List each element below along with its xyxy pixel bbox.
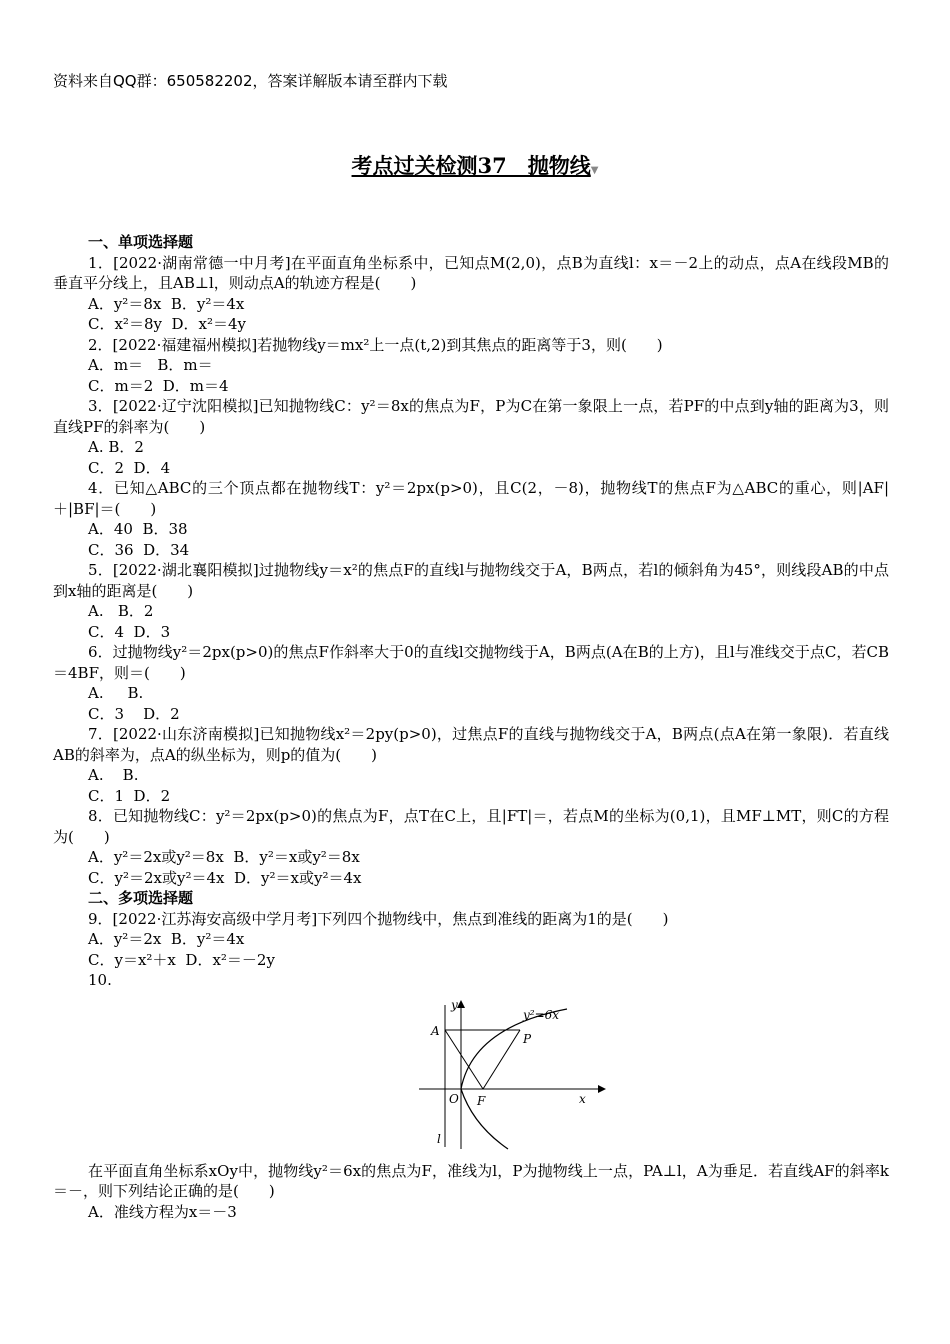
- title-text: 考点过关检测37 抛物线: [351, 153, 591, 178]
- parabola-figure: [53, 997, 889, 1157]
- label-l: l: [437, 1131, 441, 1146]
- page-title: [0, 150, 950, 180]
- question-1-options-cd: C．x²＝8y D．x²＝4y: [88, 315, 247, 333]
- question-2-options-ab: A．m＝ B．m＝: [88, 356, 213, 374]
- label-O: O: [449, 1091, 459, 1106]
- parabola-diagram: [413, 997, 613, 1157]
- question-4-stem: 4．已知△ABC的三个顶点都在抛物线T：y²＝2px(p>0)，且C(2，－8)，抛物线T的焦点F为△ABC的重心，则|AF|＋|BF|＝( ): [53, 479, 889, 518]
- question-4-options-ab: A．40 B．38: [88, 520, 188, 538]
- document-body: [53, 232, 889, 1222]
- question-10-number: 10.: [88, 971, 112, 989]
- label-curve: y²=6x: [523, 1007, 560, 1022]
- question-5-stem: 5．[2022·湖北襄阳模拟]过抛物线y＝x²的焦点F的直线l与抛物线交于A，B两点，若l的倾斜角为45°，则线段AB的中点到x轴的距离是( ): [53, 561, 889, 600]
- question-5-options-cd: C．4 D．3: [88, 622, 171, 641]
- question-7-options-cd: C．1 D．2: [88, 786, 171, 805]
- question-10-stem: 在平面直角坐标系xOy中，抛物线y²＝6x的焦点为F，准线为l，P为抛物线上一点，PA⊥l，A为垂足．若直线AF的斜率k＝－，则下列结论正确的是( ): [53, 1161, 889, 1200]
- segment-PF: [483, 1030, 520, 1089]
- section-single-choice: 一、单项选择题: [88, 233, 194, 251]
- question-3-options-ab: A. B．2: [88, 438, 144, 456]
- label-P: P: [523, 1031, 532, 1046]
- question-7-stem: 7．[2022·山东济南模拟]已知抛物线x²＝2py(p>0)，过焦点F的直线与抛物线交于A，B两点(点A在第一象限)．若直线AB的斜率为，点A的纵坐标为，则p的值为( ): [53, 725, 889, 764]
- question-4-options-cd: C．36 D．34: [88, 540, 190, 559]
- label-y: y: [451, 997, 458, 1012]
- question-3-stem: 3．[2022·辽宁沈阳模拟]已知抛物线C：y²＝8x的焦点为F，P为C在第一象限上一点，若PF的中点到y轴的距离为3，则直线PF的斜率为( ): [53, 397, 889, 436]
- question-7-options-ab: A. B.: [88, 766, 139, 784]
- question-10-option-a: A．准线方程为x＝－3: [88, 1202, 237, 1221]
- question-8-options-cd: C．y²＝2x或y²＝4x D．y²＝x或y²＝4x: [88, 868, 362, 887]
- label-A: A: [431, 1023, 440, 1038]
- label-F: F: [477, 1093, 486, 1108]
- question-9-options-cd: C．y＝x²＋x D．x²＝－2y: [88, 950, 275, 969]
- question-8-stem: 8．已知抛物线C：y²＝2px(p>0)的焦点为F，点T在C上，且|FT|＝，若点M的坐标为(0,1)，且MF⊥MT，则C的方程为( ): [53, 807, 889, 846]
- dropdown-triangle-icon: ▼: [590, 165, 599, 176]
- question-1-options-ab: A．y²＝8x B．y²＝4x: [88, 294, 245, 313]
- section-multi-choice: 二、多项选择题: [88, 889, 194, 907]
- source-line: 资料来自QQ群：650582202，答案详解版本请至群内下载: [53, 72, 448, 90]
- question-3-options-cd: C．2 D．4: [88, 458, 171, 477]
- label-x: x: [579, 1091, 586, 1106]
- segment-AF: [445, 1030, 483, 1089]
- question-6-stem: 6．过抛物线y²＝2px(p>0)的焦点F作斜率大于0的直线l交抛物线于A，B两点(A在B的上方)，且l与准线交于点C，若CB＝4BF，则＝( ): [53, 643, 889, 682]
- question-5-options-ab: A. B．2: [88, 602, 154, 620]
- question-2-options-cd: C．m＝2 D．m＝4: [88, 376, 229, 395]
- question-8-options-ab: A．y²＝2x或y²＝8x B．y²＝x或y²＝8x: [88, 848, 360, 866]
- question-1-stem: 1．[2022·湖南常德一中月考]在平面直角坐标系中，已知点M(2,0)，点B为直线l：x＝－2上的动点，点A在线段MB的垂直平分线上，且AB⊥l，则动点A的轨迹方程是( ): [53, 253, 889, 292]
- question-9-options-ab: A．y²＝2x B．y²＝4x: [88, 930, 245, 948]
- question-9-stem: 9．[2022·江苏海安高级中学月考]下列四个抛物线中，焦点到准线的距离为1的是( ): [88, 909, 669, 928]
- question-6-options-cd: C．3 D．2: [88, 704, 180, 723]
- question-2-stem: 2．[2022·福建福州模拟]若抛物线y＝mx²上一点(t,2)到其焦点的距离等于3，则( ): [88, 335, 663, 354]
- question-6-options-ab: A. B.: [88, 684, 144, 702]
